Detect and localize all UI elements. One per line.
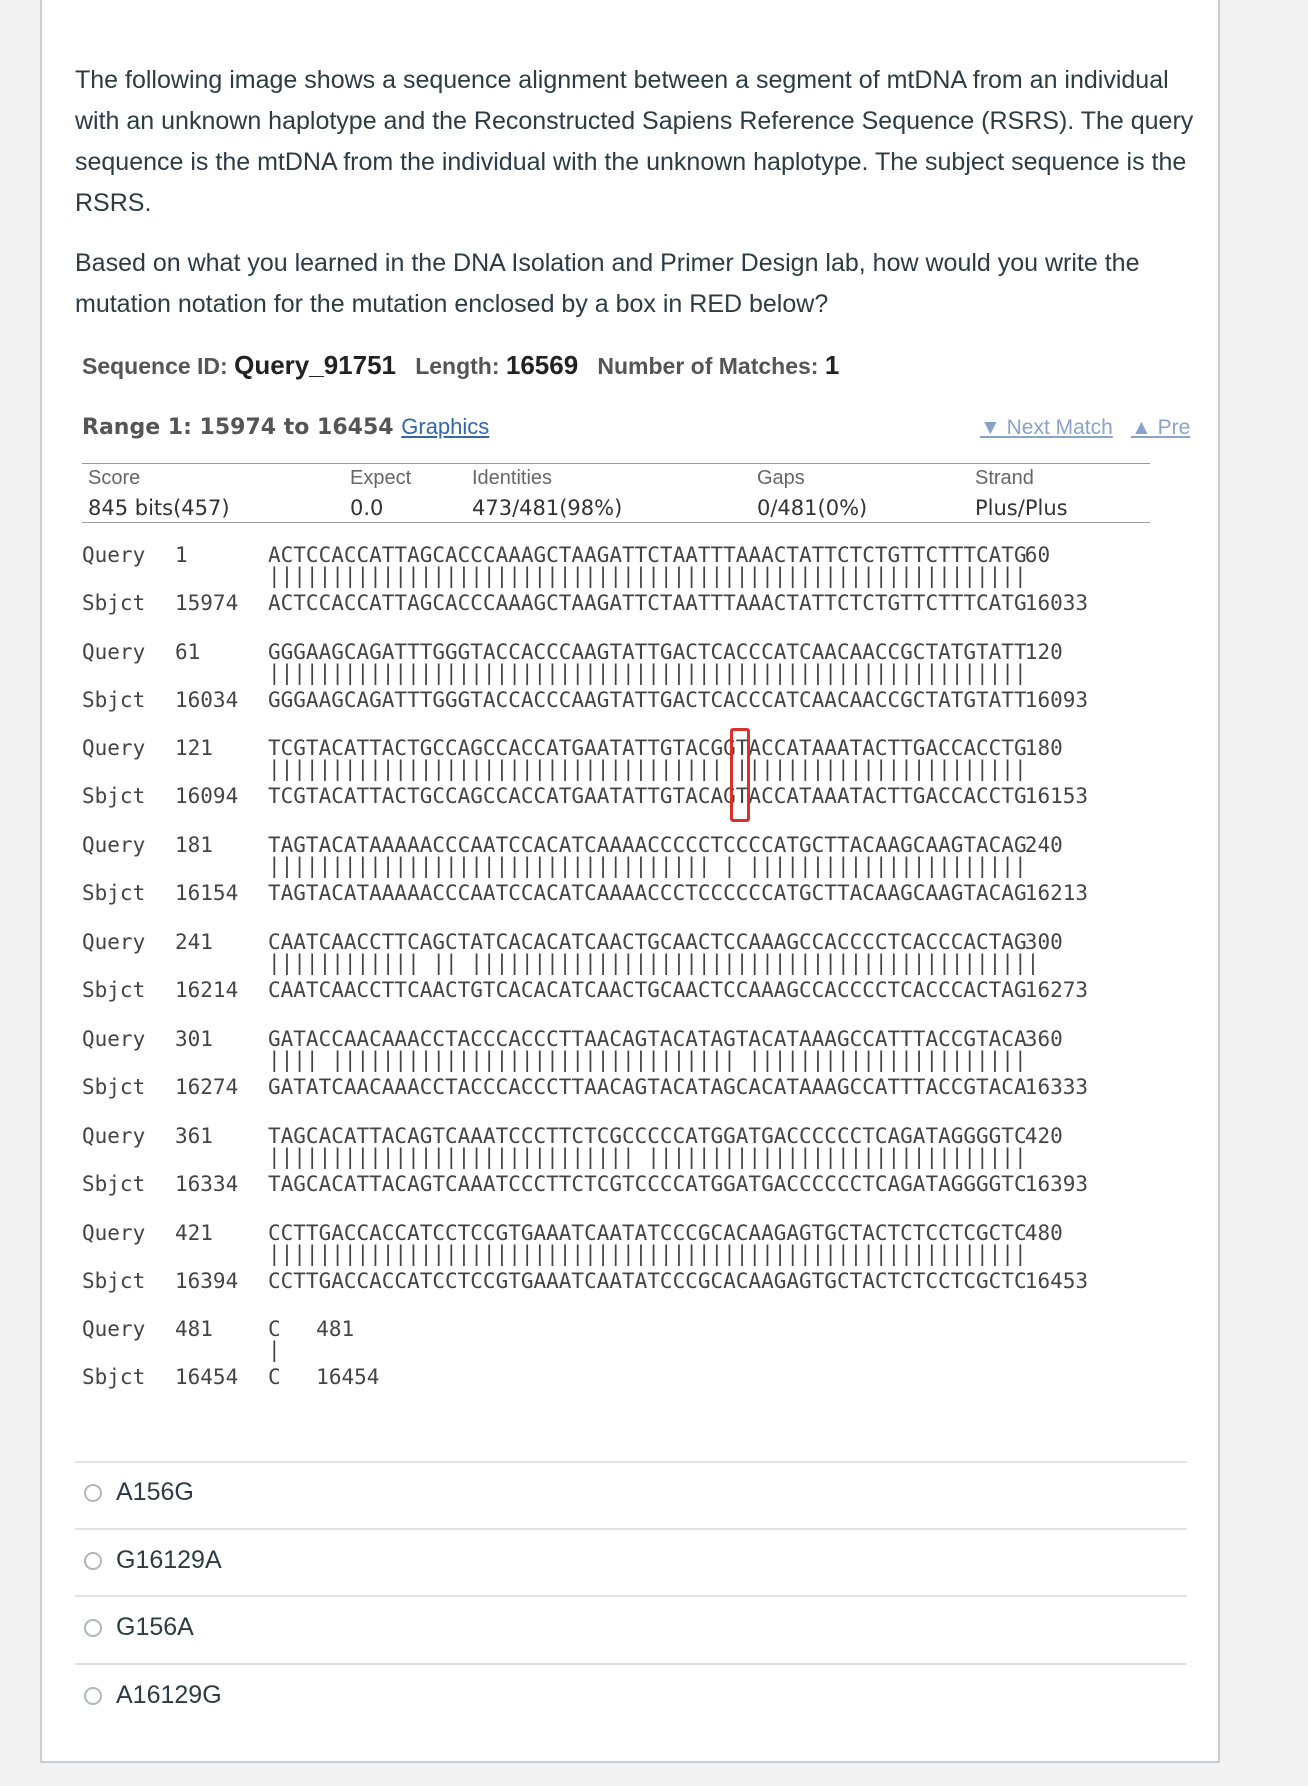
match-bars: |||||||||||||||||||||||||||||||||||| ||||||||||||||||||||||| bbox=[268, 757, 1027, 781]
match-bars: |||||||||||| || ||||||||||||||||||||||||||||||||||||||||||||| bbox=[268, 951, 1040, 975]
query-row-end: 180 bbox=[1024, 736, 1063, 760]
query-row-start: 61 bbox=[175, 640, 201, 664]
query-row-sequence: CCTTGACCACCATCCTCCGTGAAATCAATATCCCGCACAAGAGTGCTACTCTCCTCGCTC bbox=[268, 1221, 1027, 1245]
matches-label: Number of Matches: bbox=[597, 353, 819, 379]
prev-match-link[interactable] bbox=[1131, 416, 1190, 440]
query-row-sequence: ACTCCACCATTAGCACCCAAAGCTAAGATTCTAATTTAAACTATTCTCTGTTCTTTCATG bbox=[268, 543, 1027, 567]
matches-value: 1 bbox=[824, 350, 840, 380]
match-bars: ||||||||||||||||||||||||||||| |||||||||||||||||||||||||||||| bbox=[268, 1145, 1027, 1169]
query-row-end: 420 bbox=[1024, 1124, 1063, 1148]
question-paragraph-1: The following image shows a sequence alignment between a segment of mtDNA from an individual with an unknown haplotype and the Reconstructed Sapiens Reference Sequence (RSRS). The query sequence is the mtDNA from the individual with the unknown haplotype. The subject sequence is the RSRS. bbox=[75, 66, 1194, 217]
query-row-label: Query bbox=[82, 1317, 146, 1341]
sbjct-row-start: 16154 bbox=[175, 881, 239, 905]
option-label: G16129A bbox=[116, 1546, 222, 1574]
sbjct-row-start: 16454 bbox=[175, 1365, 239, 1389]
sbjct-row-end: 16213 bbox=[1024, 881, 1089, 905]
graphics-link[interactable]: Graphics bbox=[401, 414, 490, 439]
query-row-label: Query bbox=[82, 1124, 146, 1148]
sbjct-row-sequence: TAGCACATTACAGTCAAATCCCTTCTCGTCCCCATGGATGACCCCCCTCAGATAGGGGTC bbox=[268, 1172, 1027, 1196]
sbjct-row-end: 16093 bbox=[1024, 688, 1089, 712]
sbjct-row-sequence: TCGTACATTACTGCCAGCCACCATGAATATTGTACAGTACCATAAATACTTGACCACCTG bbox=[268, 784, 1027, 808]
seq-id-label: Sequence ID: bbox=[82, 353, 228, 379]
next-match-link[interactable] bbox=[980, 416, 1113, 440]
match-bars: |||||||||||||||||||||||||||||||||||||||||||||||||||||||||||| bbox=[268, 1242, 1027, 1266]
length-label: Length: bbox=[415, 353, 500, 379]
strand-value: Plus/Plus bbox=[975, 496, 1068, 520]
sbjct-row-label: Sbjct bbox=[82, 1172, 146, 1196]
query-row-start: 481 bbox=[175, 1317, 213, 1341]
identities-value: 473/481(98%) bbox=[472, 496, 623, 520]
sbjct-row-start: 16214 bbox=[175, 978, 239, 1002]
radio-icon[interactable] bbox=[84, 1619, 102, 1637]
sbjct-row-end: 16393 bbox=[1024, 1172, 1089, 1196]
query-row-label: Query bbox=[82, 640, 146, 664]
sbjct-row-start: 16334 bbox=[175, 1172, 239, 1196]
sbjct-row-end: 16153 bbox=[1024, 784, 1089, 808]
query-row-label: Query bbox=[82, 543, 146, 567]
length-value: 16569 bbox=[505, 350, 579, 380]
option-label: A16129G bbox=[116, 1681, 222, 1709]
sbjct-row-sequence: GGGAAGCAGATTTGGGTACCACCCAAGTATTGACTCACCCATCAACAACCGCTATGTATT bbox=[268, 688, 1027, 712]
sbjct-row-end: 16333 bbox=[1024, 1075, 1089, 1099]
match-bars: | bbox=[268, 1338, 281, 1362]
query-row-end: 481 bbox=[316, 1317, 355, 1341]
sbjct-row-end: 16454 bbox=[316, 1365, 380, 1389]
query-row-start: 1 bbox=[175, 543, 188, 567]
query-row-start: 241 bbox=[175, 930, 213, 954]
query-row-label: Query bbox=[82, 1221, 146, 1245]
query-row-end: 60 bbox=[1024, 543, 1051, 567]
sbjct-row-label: Sbjct bbox=[82, 1075, 146, 1099]
mutation-highlight-box bbox=[730, 728, 750, 822]
sbjct-row-label: Sbjct bbox=[82, 1269, 146, 1293]
sbjct-row-end: 16033 bbox=[1024, 591, 1089, 615]
score-header: Score bbox=[88, 467, 141, 489]
match-bars: |||||||||||||||||||||||||||||||||||||||||||||||||||||||||||| bbox=[268, 661, 1027, 685]
sbjct-row-start: 16094 bbox=[175, 784, 239, 808]
query-row-end: 300 bbox=[1024, 930, 1063, 954]
query-row-end: 120 bbox=[1024, 640, 1063, 664]
sbjct-row-start: 16394 bbox=[175, 1269, 239, 1293]
option-divider bbox=[75, 1528, 1187, 1530]
query-row-start: 361 bbox=[175, 1124, 213, 1148]
sbjct-row-start: 16034 bbox=[175, 688, 239, 712]
query-row-sequence: TAGTACATAAAAACCCAATCCACATCAAAACCCCCTCCCCATGCTTACAAGCAAGTACAG bbox=[268, 833, 1027, 857]
match-bars: |||||||||||||||||||||||||||||||||||||||||||||||||||||||||||| bbox=[268, 564, 1027, 588]
query-row-label: Query bbox=[82, 930, 146, 954]
sbjct-row-label: Sbjct bbox=[82, 881, 146, 905]
option-divider bbox=[75, 1663, 1187, 1665]
stats-top-divider bbox=[82, 463, 1150, 464]
question-paragraph-2: Based on what you learned in the DNA Isolation and Primer Design lab, how would you write the mutation notation for the mutation enclosed by a box in RED below? bbox=[75, 249, 1140, 318]
sbjct-row-label: Sbjct bbox=[82, 688, 146, 712]
match-bars: |||| |||||||||||||||||||||||||||||||| |||||||||||||||||||||| bbox=[268, 1048, 1027, 1072]
expect-header: Expect bbox=[350, 467, 412, 489]
next-match-text: ▼ Next Match bbox=[980, 416, 1113, 439]
sbjct-row-sequence: TAGTACATAAAAACCCAATCCACATCAAAACCCTCCCCCCATGCTTACAAGCAAGTACAG bbox=[268, 881, 1027, 905]
query-row-sequence: C bbox=[268, 1317, 281, 1341]
seq-id-value: Query_91751 bbox=[234, 350, 397, 380]
option-g16129a[interactable] bbox=[84, 1546, 222, 1575]
strand-header: Strand bbox=[975, 467, 1034, 489]
radio-icon[interactable] bbox=[84, 1552, 102, 1570]
query-row-end: 480 bbox=[1024, 1221, 1063, 1245]
sbjct-row-label: Sbjct bbox=[82, 1365, 146, 1389]
sbjct-row-start: 16274 bbox=[175, 1075, 239, 1099]
gaps-value: 0/481(0%) bbox=[757, 496, 868, 520]
query-row-sequence: GATACCAACAAACCTACCCACCCTTAACAGTACATAGTACATAAAGCCATTTACCGTACA bbox=[268, 1027, 1027, 1051]
option-label: G156A bbox=[116, 1613, 194, 1641]
score-value: 845 bits(457) bbox=[88, 496, 230, 520]
query-row-sequence: TCGTACATTACTGCCAGCCACCATGAATATTGTACGGTACCATAAATACTTGACCACCTG bbox=[268, 736, 1027, 760]
radio-icon[interactable] bbox=[84, 1687, 102, 1705]
sbjct-row-label: Sbjct bbox=[82, 784, 146, 808]
query-row-label: Query bbox=[82, 1027, 146, 1051]
query-row-end: 240 bbox=[1024, 833, 1063, 857]
query-row-sequence: CAATCAACCTTCAGCTATCACACATCAACTGCAACTCCAAAGCCACCCCTCACCCACTAG bbox=[268, 930, 1027, 954]
query-row-sequence: GGGAAGCAGATTTGGGTACCACCCAAGTATTGACTCACCCATCAACAACCGCTATGTATT bbox=[268, 640, 1027, 664]
sbjct-row-sequence: ACTCCACCATTAGCACCCAAAGCTAAGATTCTAATTTAAACTATTCTCTGTTCTTTCATG bbox=[268, 591, 1027, 615]
query-row-start: 421 bbox=[175, 1221, 213, 1245]
option-g156a[interactable] bbox=[84, 1613, 194, 1642]
range-line bbox=[82, 414, 489, 440]
stats-bottom-divider bbox=[82, 522, 1150, 523]
sbjct-row-end: 16453 bbox=[1024, 1269, 1089, 1293]
sbjct-row-end: 16273 bbox=[1024, 978, 1089, 1002]
sbjct-row-start: 15974 bbox=[175, 591, 239, 615]
sbjct-row-sequence: C bbox=[268, 1365, 281, 1389]
option-a16129g[interactable] bbox=[84, 1681, 222, 1710]
option-a156g[interactable] bbox=[84, 1478, 194, 1507]
sequence-id-line bbox=[82, 350, 839, 381]
sbjct-row-sequence: CAATCAACCTTCAACTGTCACACATCAACTGCAACTCCAAAGCCACCCCTCACCCACTAG bbox=[268, 978, 1027, 1002]
expect-value: 0.0 bbox=[350, 496, 384, 520]
sbjct-row-sequence: CCTTGACCACCATCCTCCGTGAAATCAATATCCCGCACAAGAGTGCTACTCTCCTCGCTC bbox=[268, 1269, 1027, 1293]
query-row-start: 181 bbox=[175, 833, 213, 857]
range-label: Range 1: 15974 to 16454 bbox=[82, 415, 394, 440]
query-row-end: 360 bbox=[1024, 1027, 1063, 1051]
sbjct-row-sequence: GATATCAACAAACCTACCCACCCTTAACAGTACATAGCACATAAAGCCATTTACCGTACA bbox=[268, 1075, 1027, 1099]
option-divider bbox=[75, 1461, 1187, 1463]
query-row-start: 121 bbox=[175, 736, 213, 760]
radio-icon[interactable] bbox=[84, 1484, 102, 1502]
match-bars: ||||||||||||||||||||||||||||||||||| | |||||||||||||||||||||| bbox=[268, 854, 1027, 878]
option-divider bbox=[75, 1595, 1187, 1597]
query-row-label: Query bbox=[82, 833, 146, 857]
sbjct-row-label: Sbjct bbox=[82, 978, 146, 1002]
gaps-header: Gaps bbox=[757, 467, 805, 489]
prev-match-text: ▲ Pre bbox=[1131, 416, 1191, 439]
option-label: A156G bbox=[116, 1478, 194, 1506]
query-row-start: 301 bbox=[175, 1027, 213, 1051]
identities-header: Identities bbox=[472, 467, 553, 489]
sbjct-row-label: Sbjct bbox=[82, 591, 146, 615]
query-row-sequence: TAGCACATTACAGTCAAATCCCTTCTCGCCCCCATGGATGACCCCCCTCAGATAGGGGTC bbox=[268, 1124, 1027, 1148]
query-row-label: Query bbox=[82, 736, 146, 760]
